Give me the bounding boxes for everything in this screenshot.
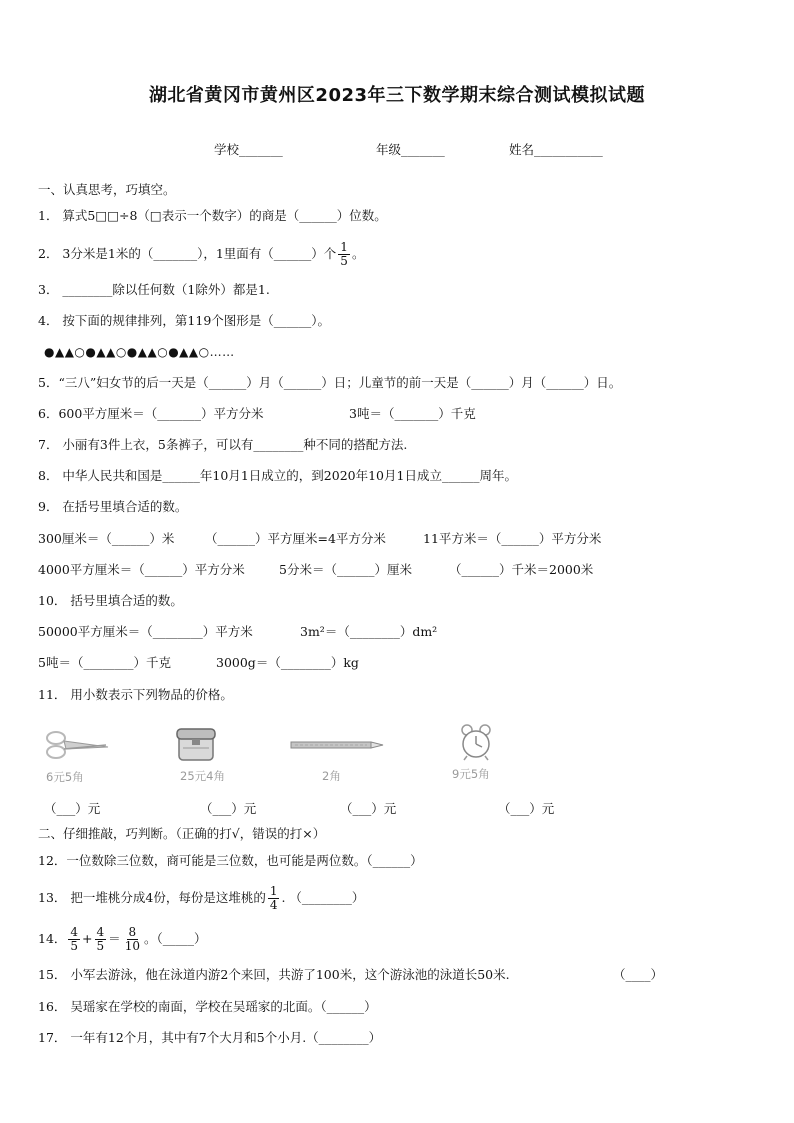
question-10-row1-b: 3m²＝（________）dm² [300,624,438,639]
question-10-row2-b: 3000g＝（________）kg [216,655,359,670]
fraction-four-fifths-a: $\frac{4}{5}$ [70,925,79,953]
question-15: 15． 小军去游泳，他在泳道内游2个来回，共游了100米，这个游泳池的泳道长50米. [38,967,510,982]
question-4: 4． 按下面的规律排列，第119个图形是（______）。 [38,313,331,328]
question-11: 11． 用小数表示下列物品的价格。 [38,687,233,702]
question-6-part-b: 3吨＝（_______）千克 [349,406,476,421]
fraction-eight-tenths: $\frac{8}{10}$ [124,925,140,953]
question-2-text: 2． 3分米是1米的（_______），1里面有（______）个 [38,246,337,261]
page-title: 湖北省黄冈市黄州区2023年三下数学期末综合测试模拟试题 [148,85,646,106]
question-9: 9． 在括号里填合适的数。 [38,499,188,514]
shape-pattern: ●▲▲○●▲▲○●▲▲○●▲▲○…… [44,345,235,359]
question-7: 7． 小丽有3件上衣，5条裤子，可以有________种不同的搭配方法. [38,437,408,452]
price-pencil: 2角 [322,769,341,783]
answer-alarm-clock[interactable]: （___）元 [498,801,555,816]
scissors-icon [44,728,112,762]
fraction-one-quarter: $\frac{1}{4}$ [269,884,278,912]
question-9-row1-a: 300厘米＝（______）米 [38,531,175,546]
question-10-row1-a: 50000平方厘米＝（________）平方米 [38,624,253,639]
question-13: 13． 把一堆桃分成4份，每份是这堆桃的 $\frac{1}{4}$ . （________） [38,884,365,912]
question-9-row2-c: （______）千米＝2000米 [449,562,594,577]
question-3: 3． ________除以任何数（1除外）都是1. [38,282,270,297]
question-1: 1． 算式5□□÷8（□表示一个数字）的商是（______）位数。 [38,208,387,223]
question-5: 5．“三八”妇女节的后一天是（______）月（______）日；儿童节的前一天是（______）月（______）日。 [38,375,622,390]
answer-pencil[interactable]: （___）元 [340,801,397,816]
school-field[interactable]: 学校_______ [214,142,283,157]
question-12: 12．一位数除三位数，商可能是三位数，也可能是两位数。（______） [38,853,423,868]
question-2: 2． 3分米是1米的（_______），1里面有（______）个 $\frac{1}{5}$ 。 [38,240,365,268]
fraction-four-fifths-b: $\frac{4}{5}$ [96,925,105,953]
pencil-case-icon [175,724,217,764]
question-9-row1-c: 11平方米＝（______）平方分米 [423,531,602,546]
question-15-answer[interactable]: （____） [613,967,664,982]
question-10-row2-a: 5吨＝（________）千克 [38,655,171,670]
section-2-heading: 二、仔细推敲，巧判断。（正确的打√，错误的打×） [38,826,326,841]
pencil-icon [289,738,385,752]
section-1-heading: 一、认真思考，巧填空。 [38,182,176,197]
question-17: 17． 一年有12个月，其中有7个大月和5个小月.（________） [38,1030,382,1045]
price-scissors: 6元5角 [46,770,84,784]
answer-scissors[interactable]: （___）元 [44,801,101,816]
question-14: 14． $\frac{4}{5}$ + $\frac{4}{5}$ ＝ $\frac{8}{10}$ 。（_____） [38,925,207,953]
answer-pencil-case[interactable]: （___）元 [200,801,257,816]
price-alarm-clock: 9元5角 [452,767,490,781]
fraction-one-fifth: $\frac{1}{5}$ [340,240,348,268]
question-8: 8． 中华人民共和国是______年10月1日成立的，到2020年10月1日成立______周年。 [38,468,517,483]
question-9-row2-b: 5分米＝（______）厘米 [279,562,412,577]
question-10: 10． 括号里填合适的数。 [38,593,183,608]
alarm-clock-icon [458,722,494,762]
question-13-text: 13． 把一堆桃分成4份，每份是这堆桃的 [38,890,266,905]
question-9-row1-b: （______）平方厘米=4平方分米 [205,531,386,546]
price-pencil-case: 25元4角 [180,769,225,783]
name-field[interactable]: 姓名___________ [509,142,603,157]
question-16: 16． 吴瑶家在学校的南面，学校在吴瑶家的北面。（______） [38,999,377,1014]
question-6-part-a: 6．600平方厘米＝（_______）平方分米 [38,406,264,421]
question-9-row2-a: 4000平方厘米＝（______）平方分米 [38,562,245,577]
grade-field[interactable]: 年级_______ [376,142,445,157]
